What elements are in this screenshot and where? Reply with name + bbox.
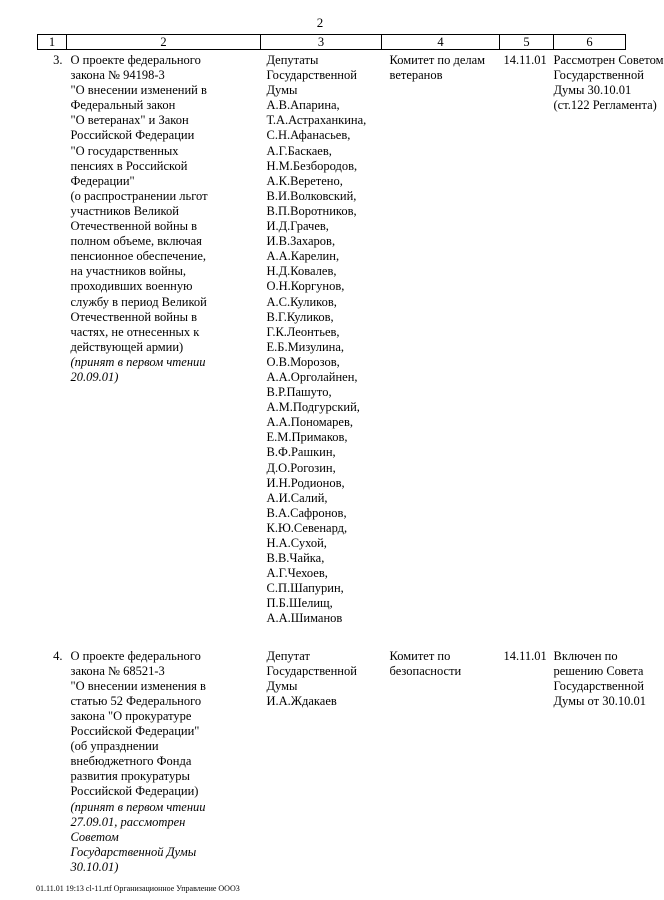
row-number: 3.	[53, 53, 63, 67]
text-line: Государственной	[266, 663, 357, 678]
bill-title-cell	[67, 627, 261, 875]
text-line: А.Г.Баскаев,	[266, 143, 332, 158]
text-line: В.В.Чайка,	[266, 551, 325, 566]
committee-lines	[390, 649, 500, 679]
text-line: службу в период Великой	[70, 294, 207, 309]
text-line: С.П.Шапурин,	[266, 581, 344, 596]
column-header: 4	[382, 35, 500, 50]
text-line: на участников войны,	[70, 264, 187, 279]
authors-lines	[267, 649, 382, 709]
reading-note-lines	[71, 355, 261, 385]
text-line: Государственной	[553, 678, 644, 693]
text-line: 20.09.01)	[70, 369, 119, 384]
text-line: Федерации"	[70, 173, 135, 188]
text-line: П.Б.Шелищ,	[266, 596, 333, 611]
column-header: 5	[500, 35, 554, 50]
column-header: 3	[261, 35, 382, 50]
text-line: А.М.Подгурский,	[266, 400, 360, 415]
text-line: А.Г.Чехоев,	[266, 566, 328, 581]
text-line: Российской Федерации	[70, 128, 195, 143]
status-lines	[553, 53, 664, 113]
table-row	[38, 50, 626, 627]
text-line: Советом	[70, 829, 119, 844]
text-line: В.Ф.Рашкин,	[266, 445, 336, 460]
text-line: Е.Б.Мизулина,	[266, 339, 345, 354]
text-line: пенсионное обеспечение,	[70, 249, 207, 264]
text-line: И.В.Захаров,	[266, 234, 336, 249]
text-line: А.В.Апарина,	[266, 98, 340, 113]
text-line: Т.А.Астраханкина,	[266, 113, 367, 128]
text-line: А.А.Пономарев,	[266, 415, 353, 430]
text-line: закона "О прокуратуре	[70, 708, 192, 723]
text-line: И.Д.Грачев,	[266, 219, 329, 234]
status-lines	[553, 648, 646, 709]
text-line: 30.10.01)	[70, 859, 119, 874]
text-line: И.Н.Родионов,	[266, 475, 345, 490]
text-line: А.А.Шиманов	[266, 611, 343, 626]
row-number: 4.	[53, 648, 63, 663]
committee-lines	[390, 53, 500, 83]
text-line: проходивших военную	[70, 279, 193, 294]
column-header: 2	[67, 35, 261, 50]
text-line: (о распространении льгот	[70, 188, 208, 203]
text-line: решению Совета	[553, 663, 644, 678]
authors-cell	[261, 627, 382, 875]
committee-cell	[382, 50, 500, 627]
text-line: К.Ю.Севенард,	[266, 520, 348, 535]
bills-table	[37, 34, 664, 875]
text-line: Отечественной войны в	[70, 219, 198, 234]
text-line: Г.К.Леонтьев,	[266, 324, 340, 339]
authors-lines	[267, 53, 382, 627]
text-line: Отечественной войны в	[70, 309, 198, 324]
text-line: "О внесении изменений в	[70, 83, 207, 98]
text-line: А.А.Орголайнен,	[266, 369, 358, 384]
text-line: Е.М.Примаков,	[266, 430, 348, 445]
text-line: Депутаты	[266, 53, 319, 67]
column-header: 1	[38, 35, 67, 50]
text-line: (об упразднении	[70, 739, 159, 754]
text-line: (принят в первом чтении	[70, 799, 206, 814]
text-line: Н.А.Сухой,	[266, 536, 327, 550]
text-line: О проекте федерального	[70, 53, 201, 67]
bill-title-cell	[67, 50, 261, 627]
status-cell	[553, 50, 664, 627]
text-line: А.К.Веретено,	[266, 173, 343, 188]
date-cell: 14.11.01	[503, 648, 547, 663]
text-line: Государственной Думы	[70, 844, 197, 859]
text-line: Думы 30.10.01	[553, 83, 632, 98]
text-line: ветеранов	[389, 68, 443, 83]
text-line: полном объеме, включая	[70, 234, 202, 249]
text-line: Думы	[266, 678, 298, 693]
text-line: И.А.Ждакаев	[266, 693, 337, 708]
text-line: Российской Федерации"	[70, 724, 200, 739]
text-line: Государственной	[266, 68, 357, 83]
authors-cell	[261, 50, 382, 627]
text-line: пенсиях в Российской	[70, 158, 188, 173]
text-line: Комитет по делам	[389, 53, 486, 67]
text-line: (ст.122 Регламента)	[553, 98, 657, 113]
text-line: участников Великой	[70, 203, 179, 218]
committee-cell	[382, 627, 500, 875]
text-line: внебюджетного Фонда	[70, 754, 192, 769]
date-cell: 14.11.01	[503, 53, 547, 67]
text-line: Н.М.Безбородов,	[266, 158, 358, 173]
text-line: В.П.Воротников,	[266, 203, 357, 218]
text-line: "О внесении изменения в	[70, 678, 206, 693]
text-line: "О ветеранах" и Закон	[70, 113, 189, 128]
text-line: 27.09.01, рассмотрен	[70, 814, 186, 829]
text-line: О.В.Морозов,	[266, 354, 340, 369]
table-row	[38, 627, 626, 875]
text-line: статью 52 Федерального	[70, 693, 202, 708]
text-line: О проекте федерального	[70, 648, 201, 663]
text-line: В.Р.Пашуто,	[266, 385, 332, 400]
text-line: А.С.Куликов,	[266, 294, 337, 309]
text-line: Думы от 30.10.01	[553, 693, 646, 708]
text-line: Н.Д.Ковалев,	[266, 264, 337, 279]
page-number: 2	[316, 15, 324, 30]
text-line: В.Г.Куликов,	[266, 309, 334, 324]
text-line: Комитет по	[389, 648, 451, 663]
text-line: частях, не отнесенных к	[70, 324, 200, 339]
text-line: Думы	[266, 83, 298, 98]
reading-note-lines	[71, 800, 261, 875]
text-line: О.Н.Коргунов,	[266, 279, 345, 294]
text-line: В.И.Волковский,	[266, 188, 357, 203]
text-line: В.А.Сафронов,	[266, 505, 347, 520]
text-line: Рассмотрен Советом	[553, 53, 664, 67]
bill-title-lines	[71, 649, 261, 800]
text-line: Государственной	[553, 68, 644, 83]
text-line: А.И.Салий,	[266, 490, 328, 505]
text-line: Российской Федерации)	[70, 784, 199, 799]
text-line: развития прокуратуры	[70, 769, 190, 784]
text-line: Д.О.Рогозин,	[266, 460, 336, 475]
text-line: "О государственных	[70, 143, 179, 158]
text-line: закона № 94198-3	[70, 68, 165, 83]
text-line: А.А.Карелин,	[266, 249, 340, 264]
status-cell	[553, 627, 646, 875]
column-header: 6	[554, 35, 626, 50]
text-line: (принят в первом чтении	[70, 354, 206, 369]
text-line: С.Н.Афанасьев,	[266, 128, 351, 143]
text-line: Включен по	[553, 648, 618, 663]
text-line: Федеральный закон	[70, 98, 176, 113]
text-line: закона № 68521-3	[70, 663, 165, 678]
column-number-header-row	[38, 35, 626, 50]
footer-stamp: 01.11.01 19:13 cl-11.rtf Организационное Управление ООО3	[36, 884, 240, 893]
text-line: действующей армии)	[70, 339, 184, 354]
text-line: безопасности	[389, 663, 462, 678]
bill-title-lines	[71, 53, 261, 355]
text-line: Депутат	[266, 648, 310, 663]
